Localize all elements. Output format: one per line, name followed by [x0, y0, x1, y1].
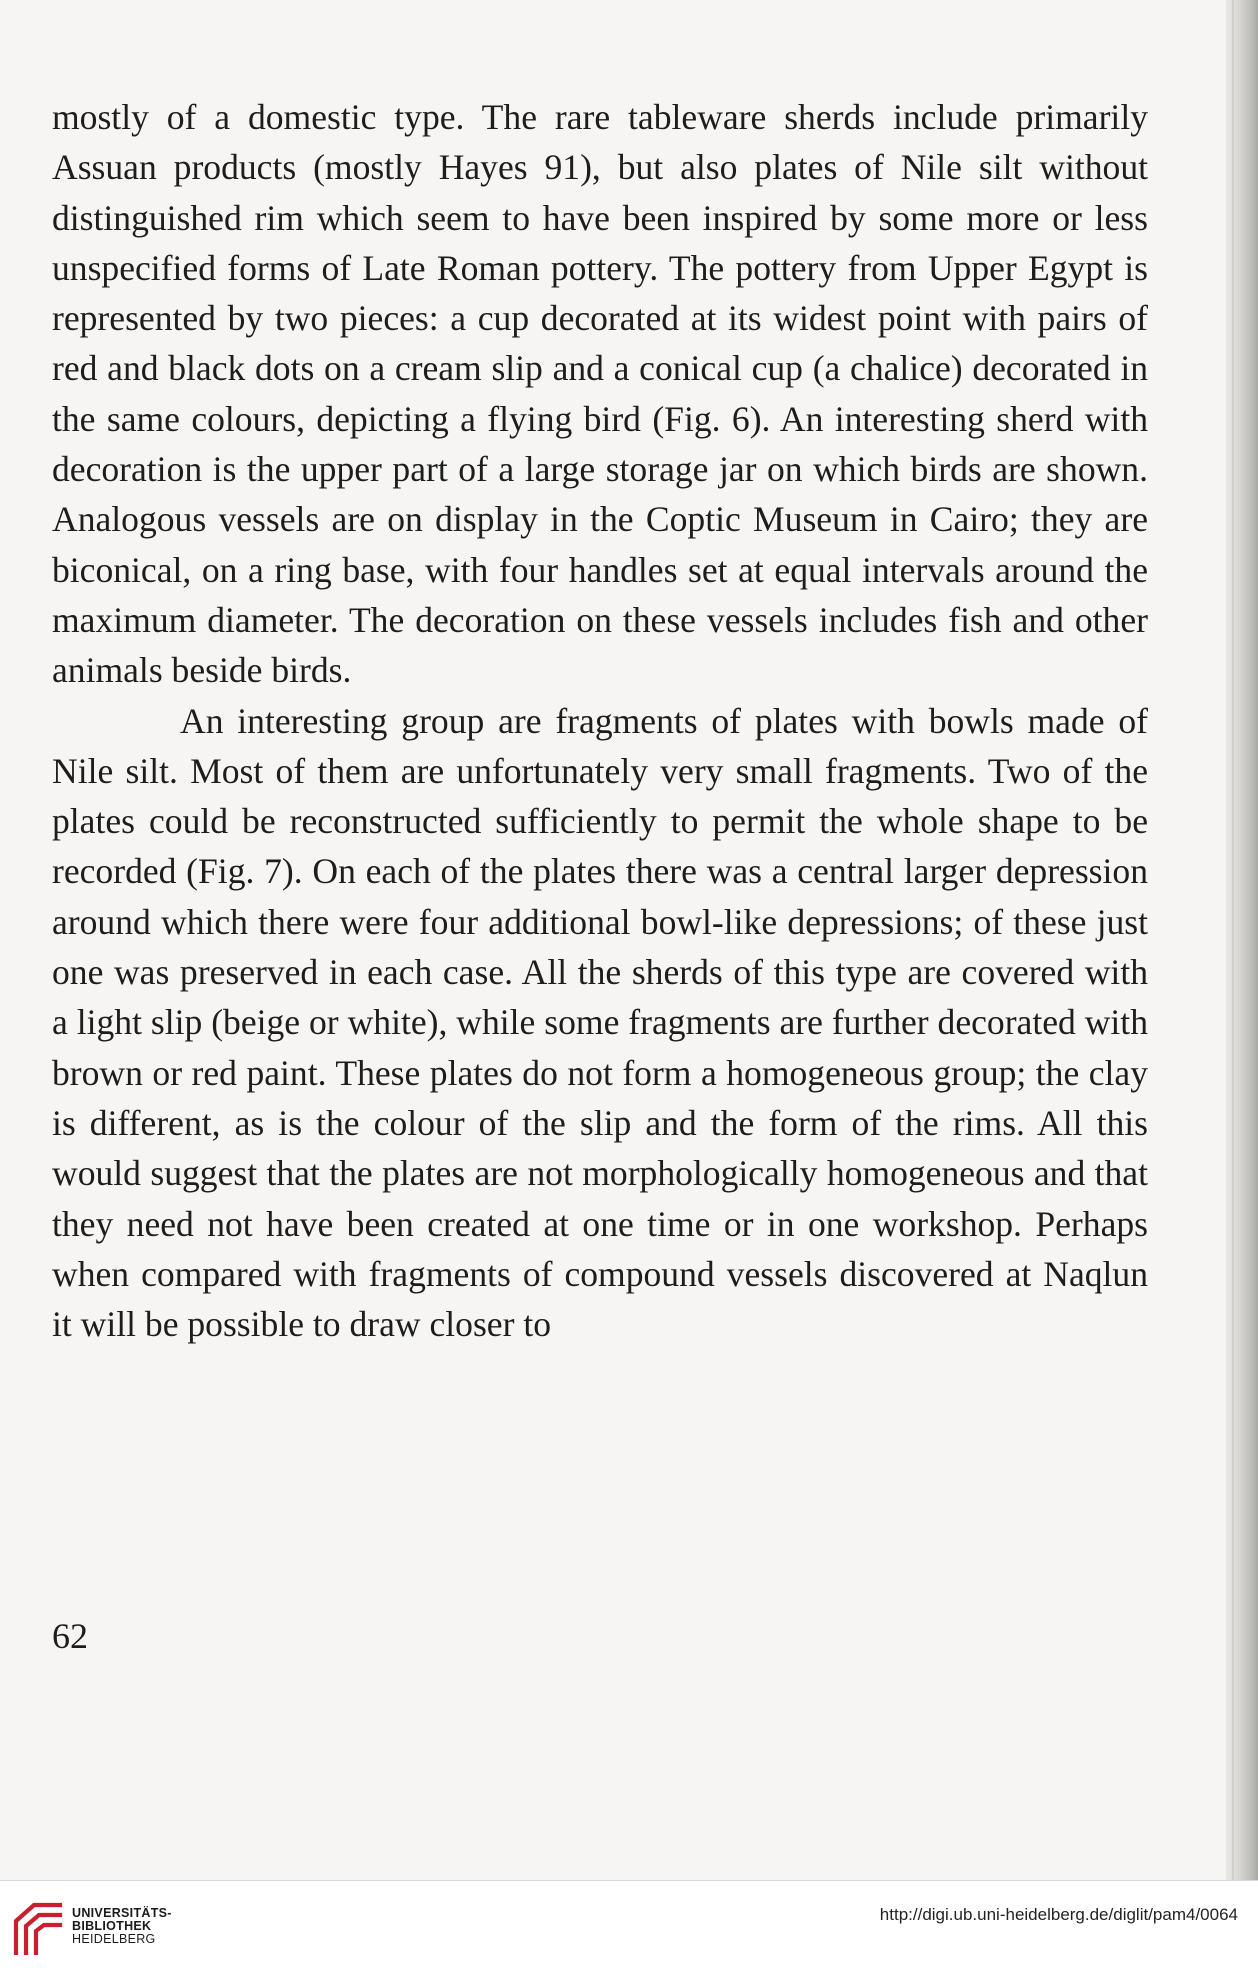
library-name-line-3: HEIDELBERG [72, 1932, 156, 1946]
paragraph-2: An interesting group are fragments of plates with bowls made of Nile silt. Most of them are unfortunately very small fragments. Two of the plates could be reconstructed sufficiently to permit the whole shape to be recorded (Fig. 7). On each of the plates there was a central larger depression around which there were four additional bowl-like depressions; of these just one was preserved in each case. All the sherds of this type are covered with a light slip (beige or white), while some fragments are further decorated with brown or red paint. These plates do not form a homogeneous group; the clay is different, as is the colour of the slip and the form of the rims. All this would suggest that the plates are not morphologically homogeneous and that they need not have been created at one time or in one workshop. Perhaps when compared with fragments of compound vessels discovered at Naqlun it will be possible to draw closer to [52, 700, 1148, 1345]
body-text [52, 92, 1148, 1349]
source-url-link[interactable]: http://digi.ub.uni-heidelberg.de/diglit/pam4/0064 [879, 1905, 1238, 1924]
library-name-line-1: UNIVERSITÄTS- [72, 1906, 172, 1920]
page-edge-line [1232, 0, 1234, 1880]
page-edge-shadow [1226, 0, 1258, 1880]
footer-bar [0, 1880, 1258, 1972]
library-name-line-2: BIBLIOTHEK [72, 1919, 152, 1933]
library-logo-icon [10, 1897, 66, 1955]
library-name [72, 1907, 172, 1946]
page-number: 62 [52, 1616, 88, 1656]
paragraph-1: mostly of a domestic type. The rare tableware sherds include primarily Assuan products (mostly Hayes 91), but also plates of Nile silt without distinguished rim which seem to have been inspired by some more or less unspecified forms of Late Roman pottery. The pottery from Upper Egypt is represented by two pieces: a cup decorated at its widest point with pairs of red and black dots on a cream slip and a conical cup (a chalice) decorated in the same colours, depicting a flying bird (Fig. 6). An interesting sherd with decoration is the upper part of a large storage jar on which birds are shown. Analogous vessels are on display in the Coptic Museum in Cairo; they are biconical, on a ring base, with four handles set at equal intervals around the maximum diameter. The decoration on these vessels includes fish and other animals beside birds. [52, 97, 1148, 691]
